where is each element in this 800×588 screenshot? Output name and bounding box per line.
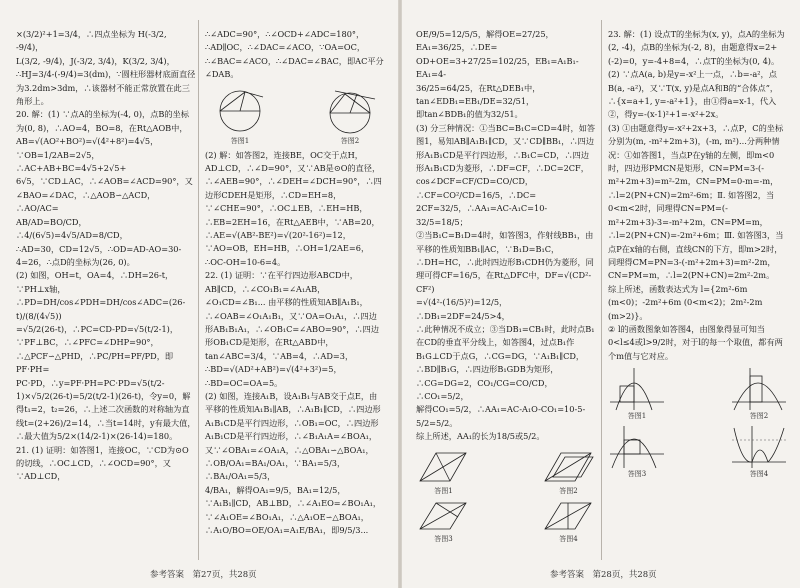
- circle-diagram-icon: [315, 85, 385, 137]
- text-line: 5/2=5/2。: [416, 417, 458, 428]
- text-line: 20. 解：(1) ∵点A的坐标为(-4, 0)，点B的坐标为(0, 8)，∴AO=4，BO=8，在Rt△AOB中，: [16, 109, 189, 133]
- figure-2: [730, 366, 788, 421]
- figure-2: [315, 85, 385, 146]
- figure-2: [541, 447, 596, 496]
- text-line: 6√5，∵CD⊥AC，∴∠AOB=∠ACD=90°，又∠BAO=∠DAC，∴△AOB∽△ACD，∴AO/AC=: [16, 176, 193, 214]
- figure-caption: 答图1: [230, 136, 250, 145]
- text-line: ×(3/2)²+1=3/4，∴四点坐标为 H(-3/2, -9/4)，: [16, 29, 167, 53]
- circle-figures: [205, 85, 385, 146]
- text-line: 2CF=32/5，∴AA₁=AC-A₁C=10-32/5=18/5；: [416, 203, 548, 227]
- text-line: AB=√(AO²+BO²)=√(4²+8²)=4√5，∵OB=1/2AB=2√5，∴AC+AB+BC=4√5+2√5+: [16, 136, 159, 174]
- text-line: (2) ∵点A(a, b)是y=-x²上一点，∴b=-a²，点B(a, -a²)，又∵T(x, y)是点A和B的“合体点”，∴{x=a+1, y=-a²+1}，由①得a=x-1，代入②，得y=-(x-1)²+1=-x²+2x。: [608, 69, 779, 120]
- text-line: ∴AD=30，CD=12√5，∴OD=AD-AO=30-4=26，∴点D的坐标为(26, 0)。: [16, 243, 182, 267]
- figure-caption: 答图3: [627, 470, 647, 479]
- figure-1: [608, 366, 666, 421]
- text-line: (2) 如图，连接A₁B，设A₁B₁与AB交于点E，由平移的性质知A₁B₁∥AB，∴A₁B₁∥CD，∴四边形A₁B₁CD是平行四边形，∴OB₁=OC，∴四边形A₁B₁CD是平行四边形，∴∠B₁A₁A=∠BOA₁，又∵∠OBA₁=∠OA₁A，∴△OBA₁∽△BOA₁，∴OB/OA₁=BA₁/OA₁，∵BA₁=5/3，∴BA₁/OA₁=5/3，: [205, 390, 381, 482]
- text-line: ∴HJ=3/4-(-9/4)=3(dm)，∵圆柱形器材底面直径为3.2dm>3dm，∴该器材不能正常放置在此三角形上。: [16, 69, 196, 107]
- text-line: 22. (1) 证明：∵在平行四边形ABCD中，AB∥CD，∴∠CO₁B₁=∠A₁AB，∠O₁CD=∠B₁... 由平移的性质知AB∥A₁B₁，∴∠OAB=∠O₁A₁B₁，又∵OA=O₁A₁，∴四边形AB₁B₁A₁，∴∠OB₁C=∠ABO=90°，∴四边形OB₁CD是矩形，在Rt△ABD中，tan∠ABC=3/4，∵AB=4，∴AD=3，: [205, 270, 380, 361]
- text-line: OE/9/5=12/5/5，解得OE=27/25，EA₁=36/25，∴DE=: [416, 29, 554, 53]
- page-footer: 参考答案 第28页，共28页: [550, 570, 657, 580]
- parabola-figures: [608, 366, 788, 421]
- parabola-graph-icon: [730, 366, 788, 412]
- figure-3: [608, 424, 666, 479]
- text-line: (3) ①由题意得y=-x²+2x+3，∴点P，C的坐标分别为(m, -m²+2m+3)，(-m, m²)...分两种情况：①如答图1，当点P在y轴的左侧，即m<0时，四边形PMCN是矩形，CN=PM=3-(-m²+2m+3)=m²-2m，CN=PM=0-m=-m，∴l=2(PN+CN)=2m²-6m；Ⅱ. 如答图2，当0<m<2时，同理得CN=PM=(-m²+2m+3)-3=-m²+2m，CN=PM=m，∴l=2(PN+CN)=-2m²+6m；Ⅲ. 如答图3，当点P在x轴的右侧，直线CN的下方，即m>2时，同理得CM=PN=3-(-m²+2m+3)=m²-2m，CN=PM=m，∴l=2(PN+CN)=2m²-2m。: [608, 122, 784, 281]
- text-line: 综上所述，AA₁的长为18/5或5/2。: [416, 431, 545, 442]
- text-line: 即tan∠BDB₁的值为32/51。: [416, 109, 523, 120]
- text-line: 36/25=64/25，在Rt△DEB₁中，tan∠EDB₁=EB₁/DE=32/51，: [416, 82, 541, 107]
- text-line: ∴∠BAC=∠ACO，∴∠DAC=∠BAC，即AC平分∠DAB。: [205, 55, 384, 80]
- text-line: 解得CO₁=5/2，∴AA₁=AC-A₁O-CO₁=10-5-: [416, 404, 586, 415]
- text-line: cos∠DCF=CF/CD=CO/CD，∴CF=CO²/CD=16/5，∴DC=: [416, 176, 537, 200]
- figure-4: [541, 499, 596, 544]
- parallelogram-figures: [416, 447, 596, 496]
- figure-caption: 答图2: [340, 136, 360, 145]
- parallelogram-diagram-icon: [541, 499, 596, 535]
- figure-caption: 答图1: [627, 412, 647, 421]
- figure-caption: 答图2: [559, 486, 578, 495]
- text-line: (2) 解：如答图2，连接BE，OC交于点H，AD⊥CD，∴∠D=90°，又∵AB是⊙O的直径，∴∠AEB=90°，∴∠DEH=∠DCH=90°，∴四边形CDEH是矩形，∴CD=EH=8，∵∠CHE=90°，∴OC⊥EB，∴EH=HB，∴EB=2EH=16，在Rt△AEB中，∵AB=20，∴AE=√(AB²-BE²)=√(20²-16²)=12，∵AO=OB，EH=HB，∴OH=1/2AE=6，: [205, 149, 382, 254]
- figure-caption: 答图4: [749, 470, 769, 479]
- text-line: PC·PD，∴y=PF·PH=PC·PD=√5(t/2-1)×√5/2(26-t)=5/2(t/2-1)(26-t)，令y=0，解得t₁=2，t₂=26，∴上述二次函数的对称轴为直线t=(2+26)/2=14，∴当t=14时，y有最大值，: [16, 377, 196, 428]
- text-line: (2) 如图，OH=t，OA=4，∴DH=26-t，∵PH⊥x轴，∴PD=DH/cos∠PDH=DH/cos∠ADC=(26-t)/(8/(4√5)): [16, 270, 186, 321]
- right-column-1: [416, 28, 596, 547]
- text-line: 23. 解：(1) 设点T的坐标为(x, y)，点A的坐标为(2, -4)，点B的坐标为(-2, 8)，由题意得x=2+(-2)=0，y=-4+8=4，∴点T的坐标为(0, 4)。: [608, 29, 785, 66]
- right-page: [400, 0, 800, 588]
- column-divider: [198, 20, 199, 560]
- figure-4: [730, 424, 788, 479]
- parabola-graph-icon: [608, 366, 666, 412]
- text-line: 21. (1) 证明：如答图1，连接OC，∵CD为⊙O的切线，∴OC⊥CD，∴∠OCD=90°，又∵AD⊥CD，: [16, 444, 189, 482]
- page-footer: 参考答案 第27页，共28页: [150, 570, 257, 580]
- text-line: =√5/2(26-t)，∴PC=CD-PD=√5(t/2-1)，∵PF⊥BC，∴∠PFC=∠DHP=90°，∴△PCF∽△PHD，∴PC/PH=PF/PD，即PF·PH=: [16, 323, 179, 375]
- figure-caption: 答图2: [749, 412, 769, 421]
- circle-diagram-icon: [205, 85, 275, 137]
- text-line: ②当B₁C=B₁D=4时，如答图3，作射线BB₁，由平移的性质知BB₁∥AC，∵B₁D=B₁C，∴DH=HC，∴此时四边形B₁CDH仍为菱形，同理可得CF=16/5，在Rt△DFC中，DF=√(CD²-CF²): [416, 230, 594, 294]
- text-line: OD+OE=3+27/25=102/25，EB₁=A₁B₁-EA₁=4-: [416, 55, 579, 80]
- text-line: ② l的函数图象如答图4，由图象得显可知当0<l≤4或l>9/2时，对于l的每一个取值，都有两个m值与它对应。: [608, 323, 783, 361]
- text-line: ∴最大值为5/2×(14/2-1)×(26-14)=180。: [16, 431, 178, 442]
- parallelogram-figures-lower: [416, 499, 596, 544]
- figure-3: [416, 499, 471, 544]
- text-line: ∴∠ADC=90°，∴∠OCD+∠ADC=180°，: [205, 29, 365, 39]
- figure-1: [205, 85, 275, 146]
- right-column-2: [608, 28, 788, 482]
- text-line: ∴OC-OH=10-6=4。: [205, 256, 286, 267]
- figure-caption: 答图1: [434, 486, 453, 495]
- parallelogram-diagram-icon: [541, 447, 596, 487]
- figure-caption: 答图4: [559, 534, 578, 543]
- function-graph-icon: [730, 424, 788, 470]
- left-column-2: [205, 28, 385, 537]
- text-line: AB/AD=BO/CD，∴4/(6√5)=4√5/AD=8/CD，: [16, 216, 128, 241]
- text-line: ∴BD=√(AD²+AB²)=√(4²+3²)=5，∴BD=OC=OA=5。: [205, 364, 342, 388]
- text-line: (3) 分三种情况：①当BC=B₁C=CD=4时，如答图1，易知AB∥A₁B₁∥CD，又∵CD∥BB₁，∴四边形A₁B₁CD是平行四边形，∴B₁C=CD，∴四边形A₁B₁CD为菱形，∴DF=CF，∴DC=2CF，: [416, 122, 596, 174]
- text-line: ∴此种情况不成立；③当DB₁=CB₁时，此时点B₁在CD的垂直平分线上，如答图4，过点B₁作B₁G⊥CD于点G，∴CG=DG，∵A₁B₁∥CD，∴BD∥B₁G，∴四边形B₁GDB为矩形，∴CG=DG=2，CO₁/CG=CO/CD，∴CO₁=5/2，: [416, 323, 595, 401]
- parabola-figures-lower: [608, 424, 788, 479]
- figure-caption: 答图3: [434, 534, 453, 543]
- parabola-graph-icon: [608, 424, 666, 470]
- text-line: =√(4²-(16/5)²)=12/5，∴DB₁=2DF=24/5>4，: [416, 297, 510, 321]
- text-line: 4/BA₁，解得OA₁=9/5，BA₁=12/5，∵A₁B₁∥CD，AB⊥BD，∴∠A₁EO=∠BO₁A₁，∵∠A₁OE=∠BO₁A₁，∴△A₁OE∽△BOA₁，∴A₁O/BO=OE/OA₁=A₁E/BA₁，即9/5/3...: [205, 484, 382, 535]
- text-line: ∴AD∥OC，∴∠DAC=∠ACO，∵OA=OC，: [205, 42, 366, 53]
- left-column-1: [16, 28, 196, 484]
- text-line: L(3/2, -9/4)，J(-3/2, 3/4)，K(3/2, 3/4)，: [16, 55, 175, 66]
- parallelogram-diagram-icon: [416, 499, 471, 535]
- figure-1: [416, 447, 471, 496]
- column-divider: [601, 20, 602, 560]
- parallelogram-diagram-icon: [416, 447, 471, 487]
- text-line: 综上所述，函数表达式为 l={2m²-6m (m<0)；-2m²+6m (0<m<2)；2m²-2m (m>2)}。: [608, 283, 763, 321]
